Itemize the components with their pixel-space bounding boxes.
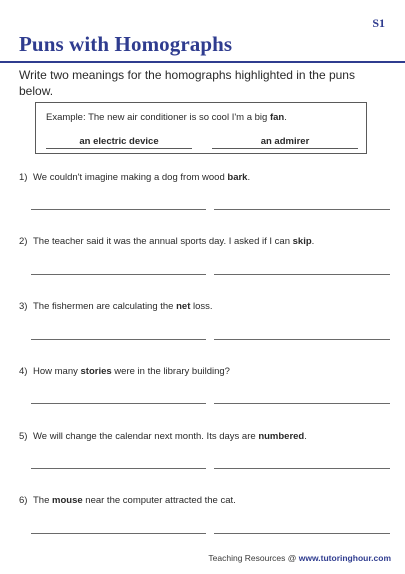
answer-line-3a[interactable] xyxy=(31,339,206,340)
answer-line-3b[interactable] xyxy=(214,339,390,340)
question-text-before: The xyxy=(33,495,53,506)
question-homograph: skip xyxy=(292,236,312,247)
question-homograph: mouse xyxy=(52,495,83,506)
question-text-before: We couldn't imagine making a dog from wood xyxy=(33,172,228,183)
question-number: 3) xyxy=(19,301,28,312)
question-5 xyxy=(19,431,307,442)
question-number: 4) xyxy=(19,366,28,377)
question-3 xyxy=(19,301,213,312)
example-box xyxy=(35,102,367,154)
question-text-before: We will change the calendar next month. Its days are xyxy=(33,431,259,442)
question-text-after: were in the library building? xyxy=(111,366,230,377)
question-2 xyxy=(19,236,314,247)
answer-line-1b[interactable] xyxy=(214,209,390,210)
question-text-after: . xyxy=(304,431,307,442)
footer xyxy=(208,553,391,563)
example-meaning-2: an admirer xyxy=(212,136,358,149)
title-divider xyxy=(0,61,405,63)
sheet-code: S1 xyxy=(372,16,385,30)
answer-line-2b[interactable] xyxy=(214,274,390,275)
footer-text: Teaching Resources @ xyxy=(208,553,299,563)
question-text-after: . xyxy=(247,172,251,183)
answer-line-1a[interactable] xyxy=(31,209,206,210)
answer-line-5a[interactable] xyxy=(31,468,206,469)
question-number: 1) xyxy=(19,172,28,183)
example-label: Example: xyxy=(46,112,86,123)
instructions: Write two meanings for the homographs highlighted in the puns below. xyxy=(19,68,355,98)
example-sentence xyxy=(46,112,287,123)
answer-line-5b[interactable] xyxy=(214,468,390,469)
question-text-before: How many xyxy=(33,366,81,377)
question-homograph: net xyxy=(176,301,191,312)
answer-line-4b[interactable] xyxy=(214,403,390,404)
question-text-after: loss. xyxy=(190,301,213,312)
page-title: Puns with Homographs xyxy=(19,32,233,56)
question-homograph: bark xyxy=(227,172,248,183)
question-text-after: near the computer attracted the cat. xyxy=(82,495,236,506)
question-text-before: The fishermen are calculating the xyxy=(33,301,177,312)
question-number: 6) xyxy=(19,495,28,506)
question-text-after: . xyxy=(311,236,315,247)
example-meaning-1: an electric device xyxy=(46,136,192,149)
answer-line-6b[interactable] xyxy=(214,533,390,534)
question-4 xyxy=(19,366,230,377)
question-text-before: The teacher said it was the annual sports day. I asked if I can xyxy=(33,236,293,247)
answer-line-2a[interactable] xyxy=(31,274,206,275)
question-number: 5) xyxy=(19,431,28,442)
footer-link[interactable]: www.tutoringhour.com xyxy=(298,553,391,563)
question-6 xyxy=(19,495,236,506)
question-homograph: stories xyxy=(80,366,112,377)
example-text-before: The new air conditioner is so cool I'm a big xyxy=(88,112,270,123)
answer-line-4a[interactable] xyxy=(31,403,206,404)
answer-line-6a[interactable] xyxy=(31,533,206,534)
example-homograph: fan xyxy=(269,112,285,123)
question-homograph: numbered xyxy=(258,431,305,442)
question-1 xyxy=(19,172,250,183)
question-number: 2) xyxy=(19,236,28,247)
example-text-after: . xyxy=(284,112,287,123)
